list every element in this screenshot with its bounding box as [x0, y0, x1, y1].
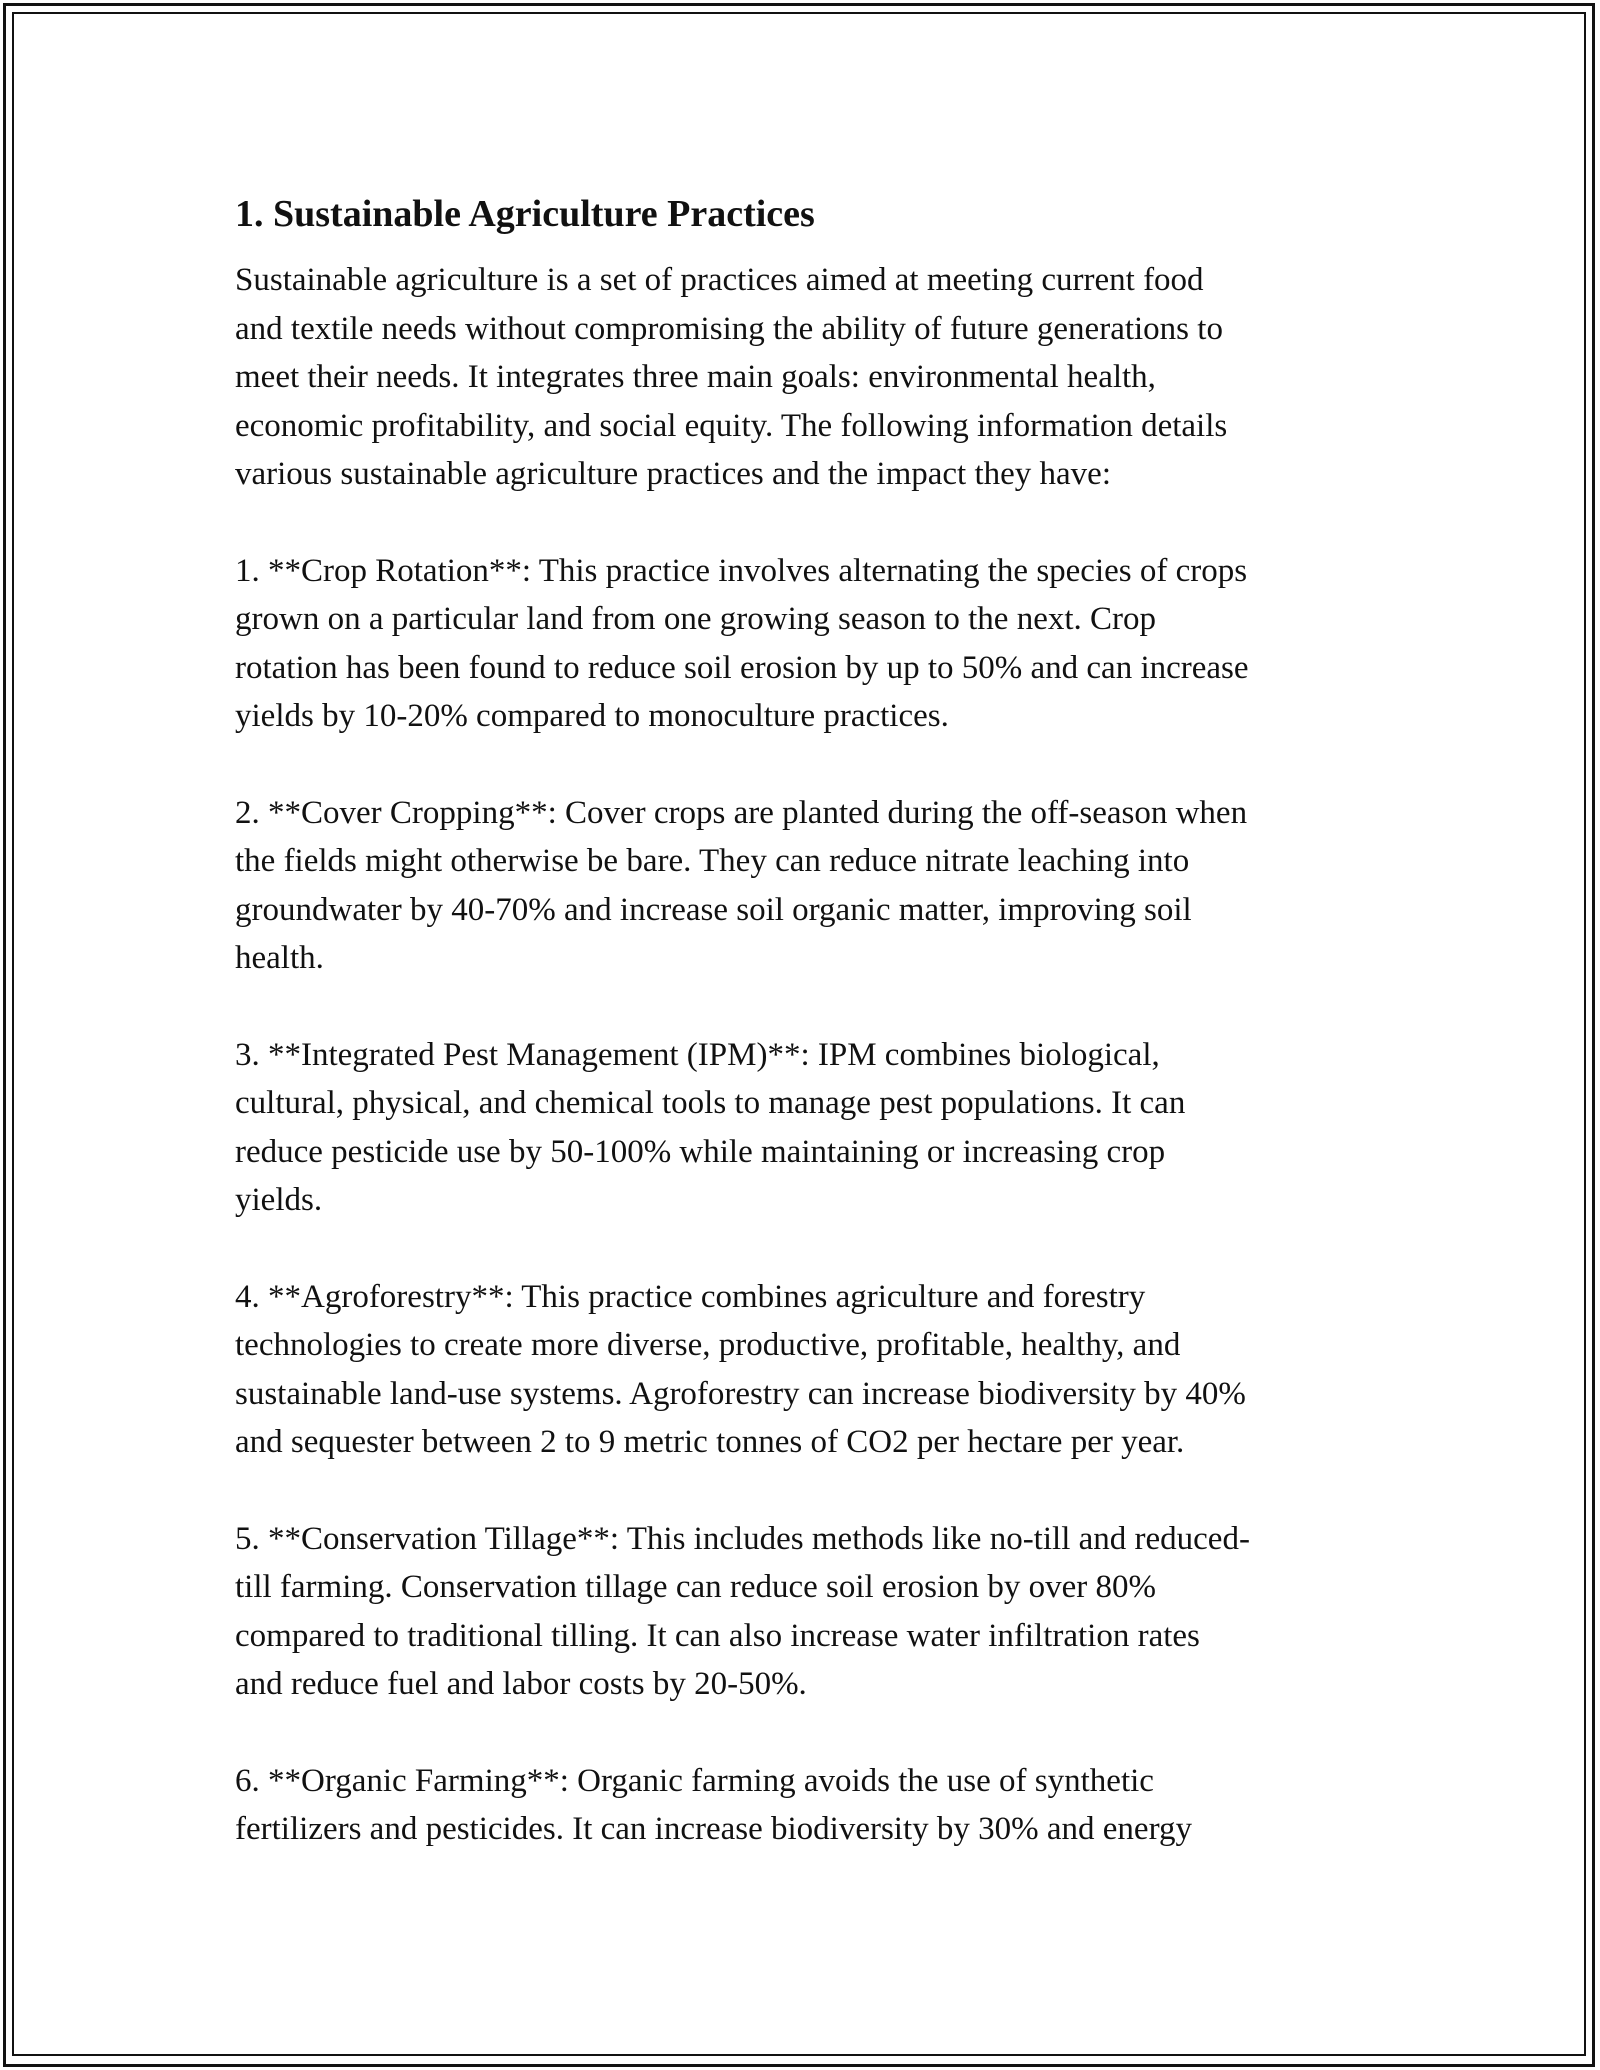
- text-line: health.: [235, 940, 324, 976]
- text-line: 2. **Cover Cropping**: Cover crops are planted during the off-season when: [235, 794, 1248, 831]
- text-line: fertilizers and pesticides. It can increase biodiversity by 30% and energy: [235, 1811, 1192, 1847]
- text-line: compared to traditional tilling. It can also increase water infiltration rates: [235, 1617, 1200, 1654]
- text-line: reduce pesticide use by 50-100% while maintaining or increasing crop: [235, 1133, 1166, 1170]
- practice-paragraph: [235, 547, 1385, 741]
- document-body: [235, 190, 1385, 1902]
- practice-paragraph: [235, 789, 1385, 983]
- text-line: cultural, physical, and chemical tools to manage pest populations. It can: [235, 1085, 1186, 1121]
- text-line: the fields might otherwise be bare. They can reduce nitrate leaching into: [235, 843, 1190, 879]
- paragraph-list: [235, 256, 1385, 1854]
- text-line: 3. **Integrated Pest Management (IPM)**: IPM combines biological,: [235, 1036, 1160, 1073]
- text-line: grown on a particular land from one growing season to the next. Crop: [235, 601, 1157, 637]
- text-line: yields by 10-20% compared to monoculture practices.: [235, 698, 949, 734]
- section-heading: 1. Sustainable Agriculture Practices: [235, 193, 815, 235]
- text-line: various sustainable agriculture practices and the impact they have:: [235, 456, 1111, 492]
- text-line: rotation has been found to reduce soil erosion by up to 50% and can increase: [235, 649, 1249, 686]
- text-line: yields.: [235, 1182, 323, 1218]
- text-line: 5. **Conservation Tillage**: This includes methods like no-till and reduced-: [235, 1520, 1250, 1557]
- text-line: technologies to create more diverse, productive, profitable, healthy, and: [235, 1327, 1181, 1363]
- practice-paragraph: [235, 1515, 1385, 1709]
- practice-paragraph: [235, 1757, 1385, 1854]
- text-line: and sequester between 2 to 9 metric tonnes of CO2 per hectare per year.: [235, 1424, 1185, 1460]
- practice-paragraph: [235, 1273, 1385, 1467]
- text-line: groundwater by 40-70% and increase soil organic matter, improving soil: [235, 891, 1192, 928]
- text-line: 6. **Organic Farming**: Organic farming avoids the use of synthetic: [235, 1762, 1154, 1799]
- text-line: 1. **Crop Rotation**: This practice involves alternating the species of crops: [235, 552, 1248, 589]
- text-line: sustainable land-use systems. Agroforestry can increase biodiversity by 40%: [235, 1375, 1246, 1412]
- text-line: economic profitability, and social equity. The following information details: [235, 407, 1228, 444]
- text-line: till farming. Conservation tillage can reduce soil erosion by over 80%: [235, 1569, 1157, 1605]
- intro-paragraph: [235, 256, 1385, 499]
- text-line: Sustainable agriculture is a set of practices aimed at meeting current food: [235, 262, 1204, 298]
- practice-paragraph: [235, 1031, 1385, 1225]
- text-line: and textile needs without compromising the ability of future generations to: [235, 310, 1223, 347]
- text-line: 4. **Agroforestry**: This practice combines agriculture and forestry: [235, 1278, 1146, 1315]
- text-line: meet their needs. It integrates three main goals: environmental health,: [235, 359, 1156, 395]
- text-line: and reduce fuel and labor costs by 20-50%.: [235, 1666, 807, 1702]
